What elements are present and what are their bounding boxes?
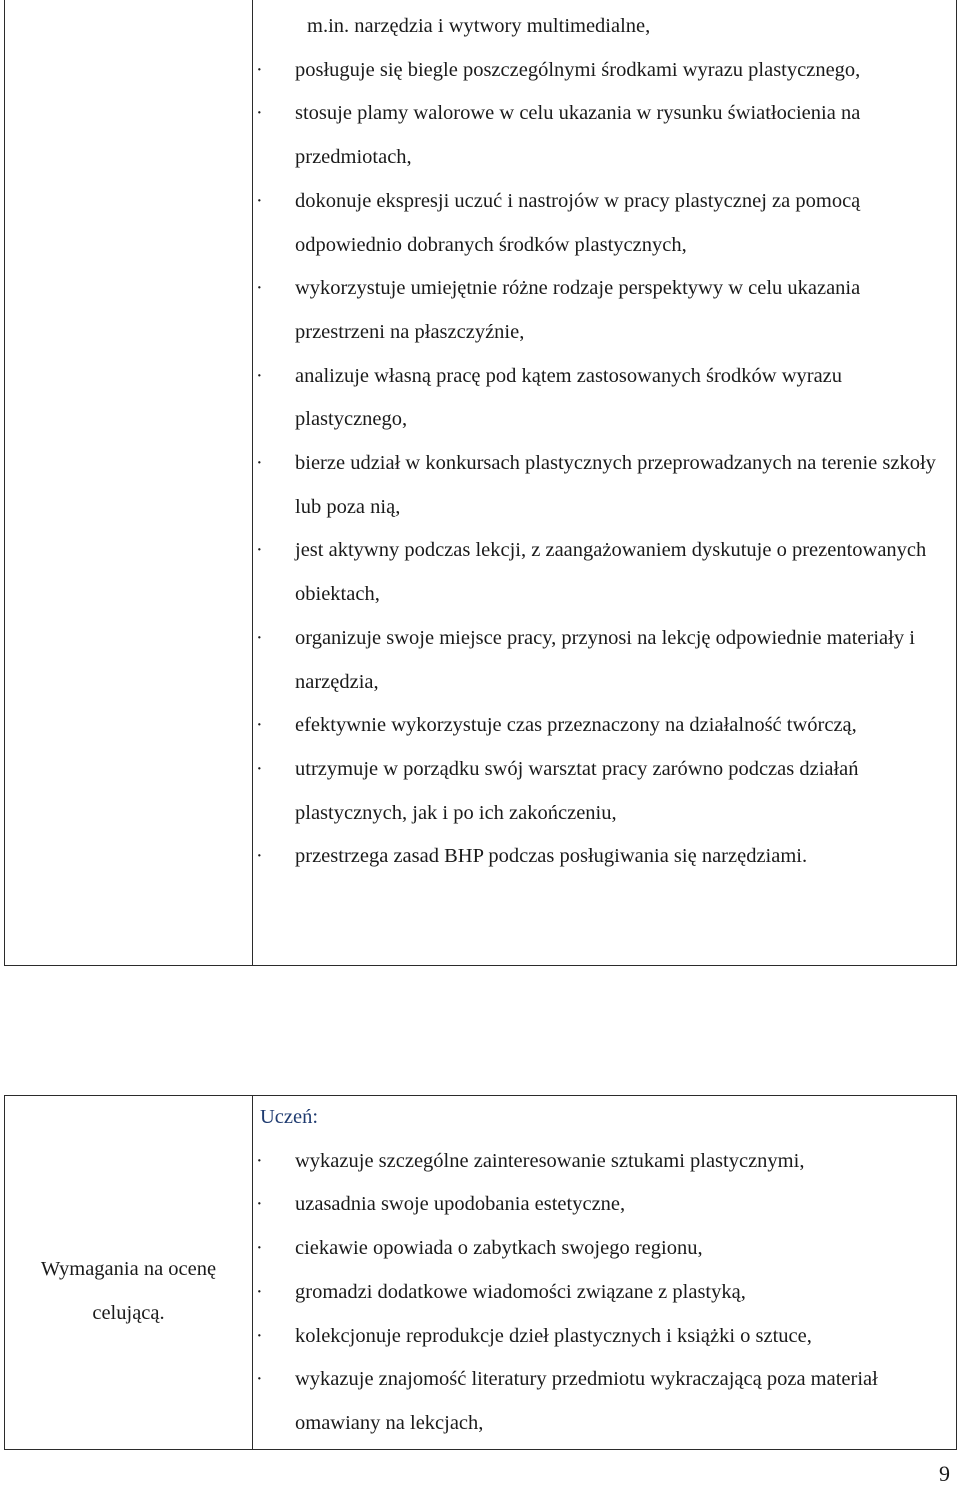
requirements-list [253, 49, 956, 879]
bullet-icon: · [256, 1237, 263, 1260]
list-item: · gromadzi dodatkowe wiadomości związane z plastyką, [253, 1271, 956, 1315]
list-item: · stosuje plamy walorowe w celu ukazania w rysunku światłocienia na przedmiotach, [253, 92, 956, 179]
bullet-icon: · [256, 757, 263, 780]
list-item: · utrzymuje w porządku swój warsztat pracy zarówno podczas działań plastycznych, jak i po ich zakończeniu, [253, 748, 956, 835]
bullet-icon: · [256, 277, 263, 300]
bullet-icon: · [256, 1193, 263, 1216]
list-item: · uzasadnia swoje upodobania estetyczne, [253, 1183, 956, 1227]
bullet-icon: · [256, 452, 263, 475]
list-item: · analizuje własną pracę pod kątem zastosowanych środków wyrazu plastycznego, [253, 355, 956, 442]
requirements-list [253, 1140, 956, 1446]
bullet-icon: · [256, 626, 263, 649]
bullet-icon: · [256, 1368, 263, 1391]
bullet-icon: · [256, 102, 263, 125]
list-item: · bierze udział w konkursach plastycznych przeprowadzanych na terenie szkoły lub poza nią, [253, 442, 956, 529]
bullet-icon: · [256, 1280, 263, 1303]
bullet-icon: · [256, 539, 263, 562]
grade-label: Wymagania na ocenę celującą. [40, 1257, 217, 1324]
list-item: · efektywnie wykorzystuje czas przeznaczony na działalność twórczą, [253, 704, 956, 748]
list-item: · organizuje swoje miejsce pracy, przynosi na lekcję odpowiednie materiały i narzędzia, [253, 617, 956, 704]
list-item: · wykazuje szczególne zainteresowanie sztukami plastycznymi, [253, 1140, 956, 1184]
grade-label-cell-empty [5, 0, 253, 966]
requirements-cell [253, 1096, 957, 1450]
bullet-icon: · [256, 58, 263, 81]
bullet-icon: · [256, 189, 263, 212]
list-item: · jest aktywny podczas lekcji, z zaangażowaniem dyskutuje o prezentowanych obiektach, [253, 529, 956, 616]
grade-label-cell [5, 1096, 253, 1450]
list-item: · dokonuje ekspresji uczuć i nastrojów w pracy plastycznej za pomocą odpowiednio dobranych środków plastycznych, [253, 180, 956, 267]
list-item: · przestrzega zasad BHP podczas posługiwania się narzędziami. [253, 835, 956, 879]
bullet-icon: · [256, 1324, 263, 1347]
list-item: · wykazuje znajomość literatury przedmiotu wykraczającą poza materiał omawiany na lekcjach, [253, 1358, 956, 1445]
page-number: 9 [939, 1461, 950, 1486]
bullet-icon: · [256, 714, 263, 737]
bullet-icon: · [256, 364, 263, 387]
requirements-cell [253, 0, 957, 966]
list-item: · ciekawie opowiada o zabytkach swojego regionu, [253, 1227, 956, 1271]
list-item: · kolekcjonuje reprodukcje dzieł plastycznych i książki o sztuce, [253, 1315, 956, 1359]
requirements-intro: m.in. narzędzia i wytwory multimedialne, [307, 15, 651, 37]
requirements-intro: Uczeń: [260, 1106, 319, 1128]
bullet-icon: · [256, 1149, 263, 1172]
list-item: · wykorzystuje umiejętnie różne rodzaje perspektywy w celu ukazania przestrzeni na płaszczyźnie, [253, 267, 956, 354]
requirements-table-continued [4, 0, 957, 966]
bullet-icon: · [256, 845, 263, 868]
list-item: · posługuje się biegle poszczególnymi środkami wyrazu plastycznego, [253, 49, 956, 93]
requirements-table-celujaca [4, 1095, 957, 1450]
